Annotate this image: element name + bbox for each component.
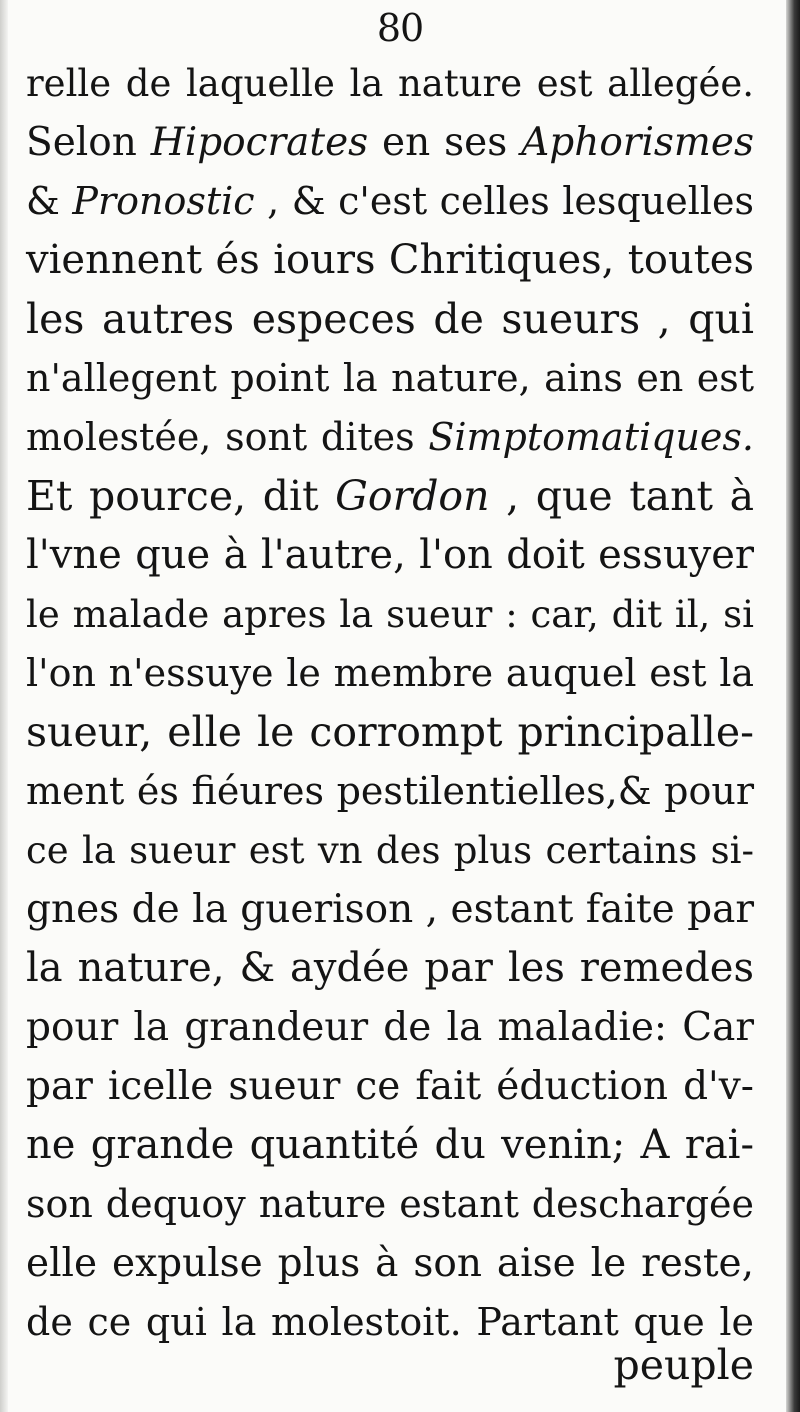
text-line: ne grande quantité du venin; A rai-: [26, 1122, 754, 1168]
text-line: le malade apres la sueur : car, dit il, si: [26, 593, 754, 636]
italic-name: Hipocrates: [150, 120, 369, 165]
text-line: les autres especes de sueurs , qui: [26, 295, 754, 343]
italic-name: Gordon: [335, 472, 490, 520]
scan-edge-right: [786, 0, 800, 1412]
text-line: la nature, & aydée par les remedes: [26, 945, 754, 991]
text-line: gnes de la guerison , estant faite par: [26, 887, 754, 932]
italic-title: Pronostic: [72, 179, 255, 223]
catchword: peuple: [613, 1341, 754, 1389]
text-line: de ce qui la molestoit. Partant que le: [26, 1300, 754, 1344]
page-number: 80: [376, 6, 424, 50]
text-line: sueur, elle le corrompt principalle-: [26, 708, 754, 756]
italic-term: Simptomatiques.: [428, 415, 754, 459]
text-line: elle expulse plus à son aise le reste,: [26, 1241, 754, 1286]
italic-title: Aphorismes: [521, 120, 755, 165]
text-line: & Pronostic , & c'est celles lesquelles: [26, 179, 754, 223]
scan-edge-left: [0, 0, 8, 1412]
text-line: par icelle sueur ce fait éduction d'v-: [26, 1064, 754, 1109]
text-line: son dequoy nature estant deschargée: [26, 1182, 754, 1226]
body-text: [26, 54, 754, 1352]
text-line: l'on n'essuye le membre auquel est la: [26, 651, 754, 695]
text-line: relle de laquelle la nature est allegée.: [26, 62, 754, 105]
text-line: pour la grandeur de la maladie: Car: [26, 1005, 754, 1050]
text-line: Et pource, dit Gordon , que tant à: [26, 472, 755, 520]
text-line: molestée, sont dites Simptomatiques.: [26, 415, 754, 459]
text-line: n'allegent point la nature, ains en est: [26, 356, 754, 400]
text-line: ment és fiéures pestilentielles,& pour: [26, 769, 754, 813]
text-line: ce la sueur est vn des plus certains si-: [26, 829, 754, 872]
text-line: l'vne que à l'autre, l'on doit essuyer: [26, 532, 754, 578]
text-line: Selon Hipocrates en ses Aphorismes: [26, 120, 755, 165]
text-line: viennent és iours Chritiques, toutes: [26, 237, 754, 283]
